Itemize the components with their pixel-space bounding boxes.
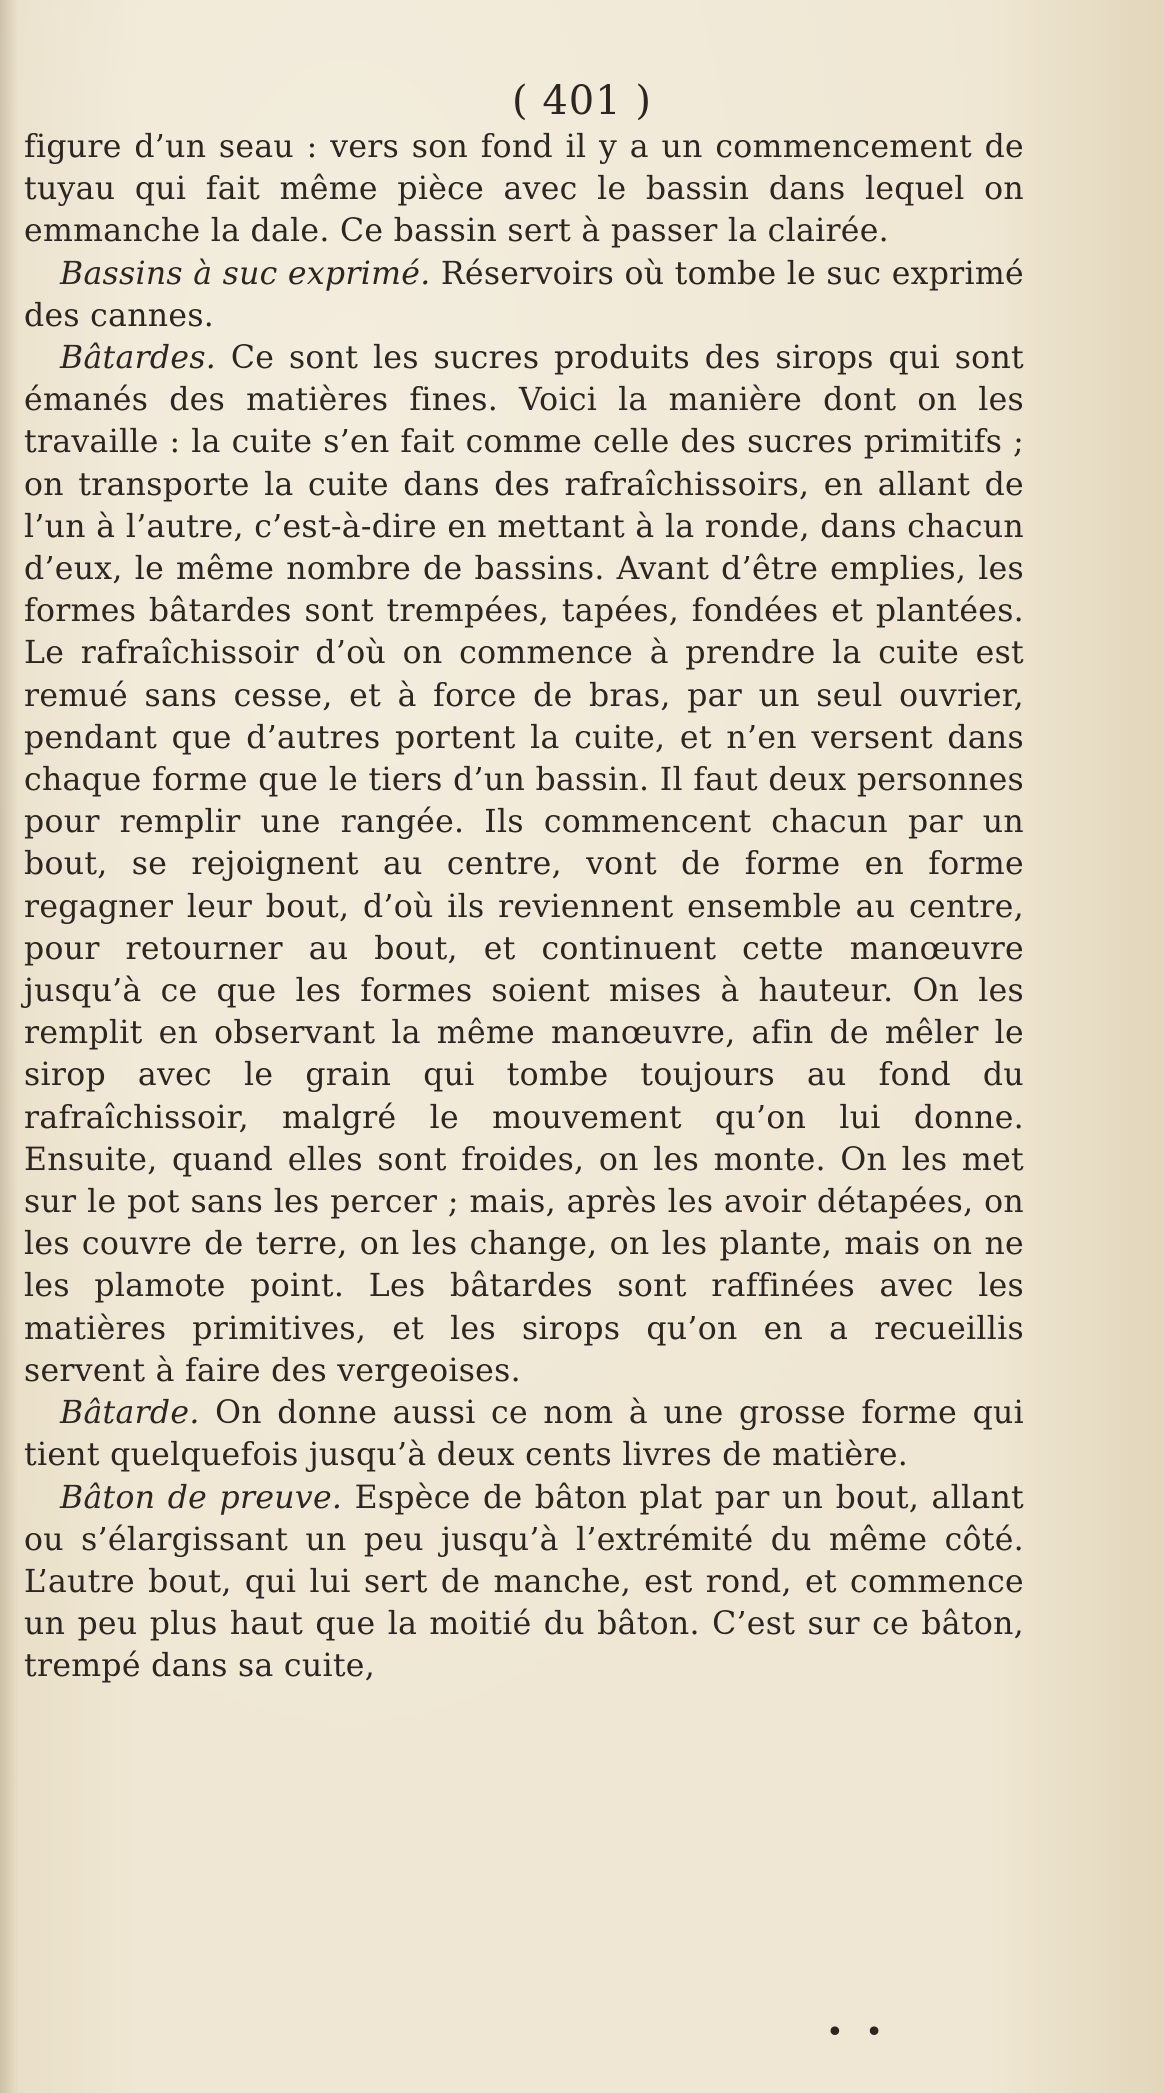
entry-term: Bâton de preuve. (60, 1479, 343, 1516)
entry-term: Bâtardes. (60, 340, 217, 377)
paragraph-text: figure d’un seau : vers son fond il y a un commencement de tuyau qui fait même pièce avec le bassin dans lequel on emmanche la dale. Ce bassin sert à passer la clairée. (24, 129, 1024, 250)
entry-definition: Espèce de bâton plat par un bout, allant ou s’élargissant un peu jusqu’à l’extrémité du même côté. L’autre bout, qui lui sert de manche, est rond, et commence un peu plus haut que la moitié du bâton. C’est sur ce bâton, trempé dans sa cuite, (24, 1479, 1024, 1685)
entry-definition: Ce sont les sucres produits des sirops qui sont émanés des matières fines. Voici la manière dont on les travaille : la cuite s’en fait comme celle des sucres primitifs ; on transporte la cuite dans des rafraîchissoirs, en allant de l’un à l’autre, c’est-à-dire en mettant à la ronde, dans chacun d’eux, le même nombre de bassins. Avant d’être emplies, les formes bâtardes sont trempées, tapées, fondées et plantées. Le rafraîchissoir d’où on commence à prendre la cuite est remué sans cesse, et à force de bras, par un seul ouvrier, pendant que d’autres portent la cuite, et n’en versent dans chaque forme que le tiers d’un bassin. Il faut deux personnes pour remplir une rangée. Ils commencent chacun par un bout, se rejoignent au centre, vont de forme en forme regagner leur bout, d’où ils reviennent ensemble au centre, pour retourner au bout, et continuent cette manœuvre jusqu’à ce que les formes soient mises à hauteur. On les remplit en observant la même manœuvre, afin de mêler le sirop avec le grain qui tombe toujours au fond du rafraîchissoir, malgré le mouvement qu’on lui donne. Ensuite, quand elles sont froides, on les monte. On les met sur le pot sans les percer ; mais, après les avoir détapées, on les couvre de terre, on les change, on les plante, mais on ne les plamote point. Les bâtardes sont raffinées avec les matières primitives, et les sirops qu’on en a recueillis servent à faire des vergeoises. (24, 340, 1024, 1389)
entry-definition: On donne aussi ce nom à une grosse forme qui tient quelquefois jusqu’à deux cents livres de matière. (24, 1395, 1024, 1474)
paragraph-continued (24, 126, 1024, 253)
entry-term: Bâtarde. (60, 1395, 200, 1432)
entry-batardes (24, 337, 1024, 1392)
body-text (24, 126, 1024, 1688)
page-number: ( 401 ) (512, 78, 652, 124)
signature-mark: • • (826, 2015, 889, 2050)
entry-baton-de-preuve (24, 1477, 1024, 1688)
entry-term: Bassins à suc exprimé. (60, 255, 431, 292)
entry-definition: Réservoirs où tombe le suc exprimé des cannes. (24, 255, 1025, 334)
entry-bassins-a-suc-exprime (24, 253, 1024, 337)
entry-batarde (24, 1392, 1024, 1476)
